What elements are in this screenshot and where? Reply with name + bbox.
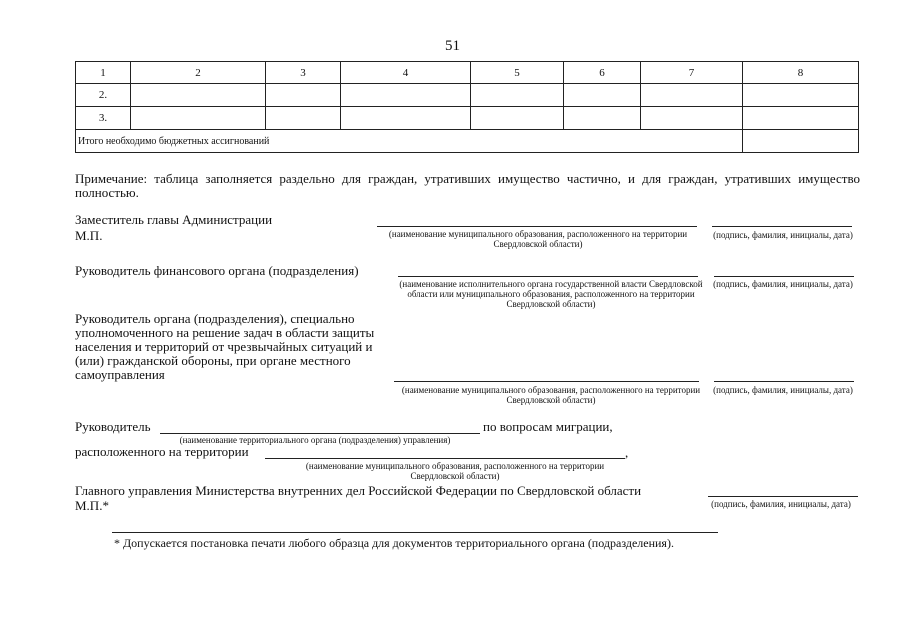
table-cell [641,84,743,107]
seal-label-star: М.П.* [75,498,109,513]
table-row [76,84,859,107]
table-header-cell: 5 [471,62,564,84]
territorial-org-line [160,433,480,434]
table-row [76,107,859,130]
row-number: 2. [76,84,131,107]
migration-head-label: Руководитель [75,419,151,434]
table-cell [131,107,266,130]
territorial-org-caption: (наименование территориального органа (подразделения) управления) [179,435,451,445]
total-row [76,130,859,153]
table-cell [564,84,641,107]
org-name-line [398,276,698,277]
deputy-head-label: Заместитель главы Администрации [75,212,273,227]
table-cell [341,107,471,130]
org-name-caption: (наименование муниципального образования, расположенного на территории Свердловской области) [388,229,688,249]
signature-caption: (подпись, фамилия, инициалы, дата) [713,230,853,240]
table-cell [564,107,641,130]
page-number: 51 [445,38,460,54]
emergency-head-label: Руководитель органа (подразделения), специально уполномоченного на решение задач в области защиты населения и территорий от чрезвычайных ситуаций и (или) гражданской обороны, при органе местного самоуправления [75,311,375,382]
territory-label: расположенного на территории [75,444,249,459]
table-cell [266,84,341,107]
table-cell [743,84,859,107]
assignments-table [75,61,859,153]
seal-label: М.П. [75,228,103,243]
org-name-caption: (наименование исполнительного органа государственной власти Свердловской области или муниципального образования, расположенного на территории Свердловской области) [399,279,703,309]
org-name-line [377,226,697,227]
footnote-text: * Допускается постановка печати любого образца для документов территориального органа (подразделения). [114,536,674,550]
signature-line [712,226,852,227]
municipality-caption: (наименование муниципального образования, расположенного на территории Свердловской области) [305,461,605,481]
total-value-cell [743,130,859,153]
table-header-row [76,62,859,84]
table-header-cell: 8 [743,62,859,84]
signature-caption: (подпись, фамилия, инициалы, дата) [713,385,853,395]
table-cell [641,107,743,130]
signature-caption: (подпись, фамилия, инициалы, дата) [713,279,853,289]
municipality-line [265,458,625,459]
migration-label-end: по вопросам миграции, [483,419,613,434]
table-cell [743,107,859,130]
signature-line [714,276,854,277]
table-header-cell: 6 [564,62,641,84]
table-header-cell: 1 [76,62,131,84]
row-number: 3. [76,107,131,130]
note-text: Примечание: таблица заполняется раздельно для граждан, утративших имущество частично, и для граждан, утративших имущество полностью. [75,171,860,200]
table-cell [341,84,471,107]
org-name-line [394,381,699,382]
table-cell [131,84,266,107]
mvd-label: Главного управления Министерства внутренних дел Российской Федерации по Свердловской области [75,483,642,498]
table-cell [471,107,564,130]
org-name-caption: (наименование муниципального образования, расположенного на территории Свердловской области) [401,385,701,405]
table-header-cell: 3 [266,62,341,84]
table-header-cell: 2 [131,62,266,84]
footnote-separator [112,532,718,533]
total-label: Итого необходимо бюджетных ассигнований [76,130,743,153]
signature-line [714,381,854,382]
table-cell [266,107,341,130]
signature-caption: (подпись, фамилия, инициалы, дата) [711,499,851,509]
table-cell [471,84,564,107]
signature-line [708,496,858,497]
finance-head-label: Руководитель финансового органа (подразделения) [75,263,359,278]
table-header-cell: 7 [641,62,743,84]
territory-comma: , [625,445,629,460]
table-header-cell: 4 [341,62,471,84]
